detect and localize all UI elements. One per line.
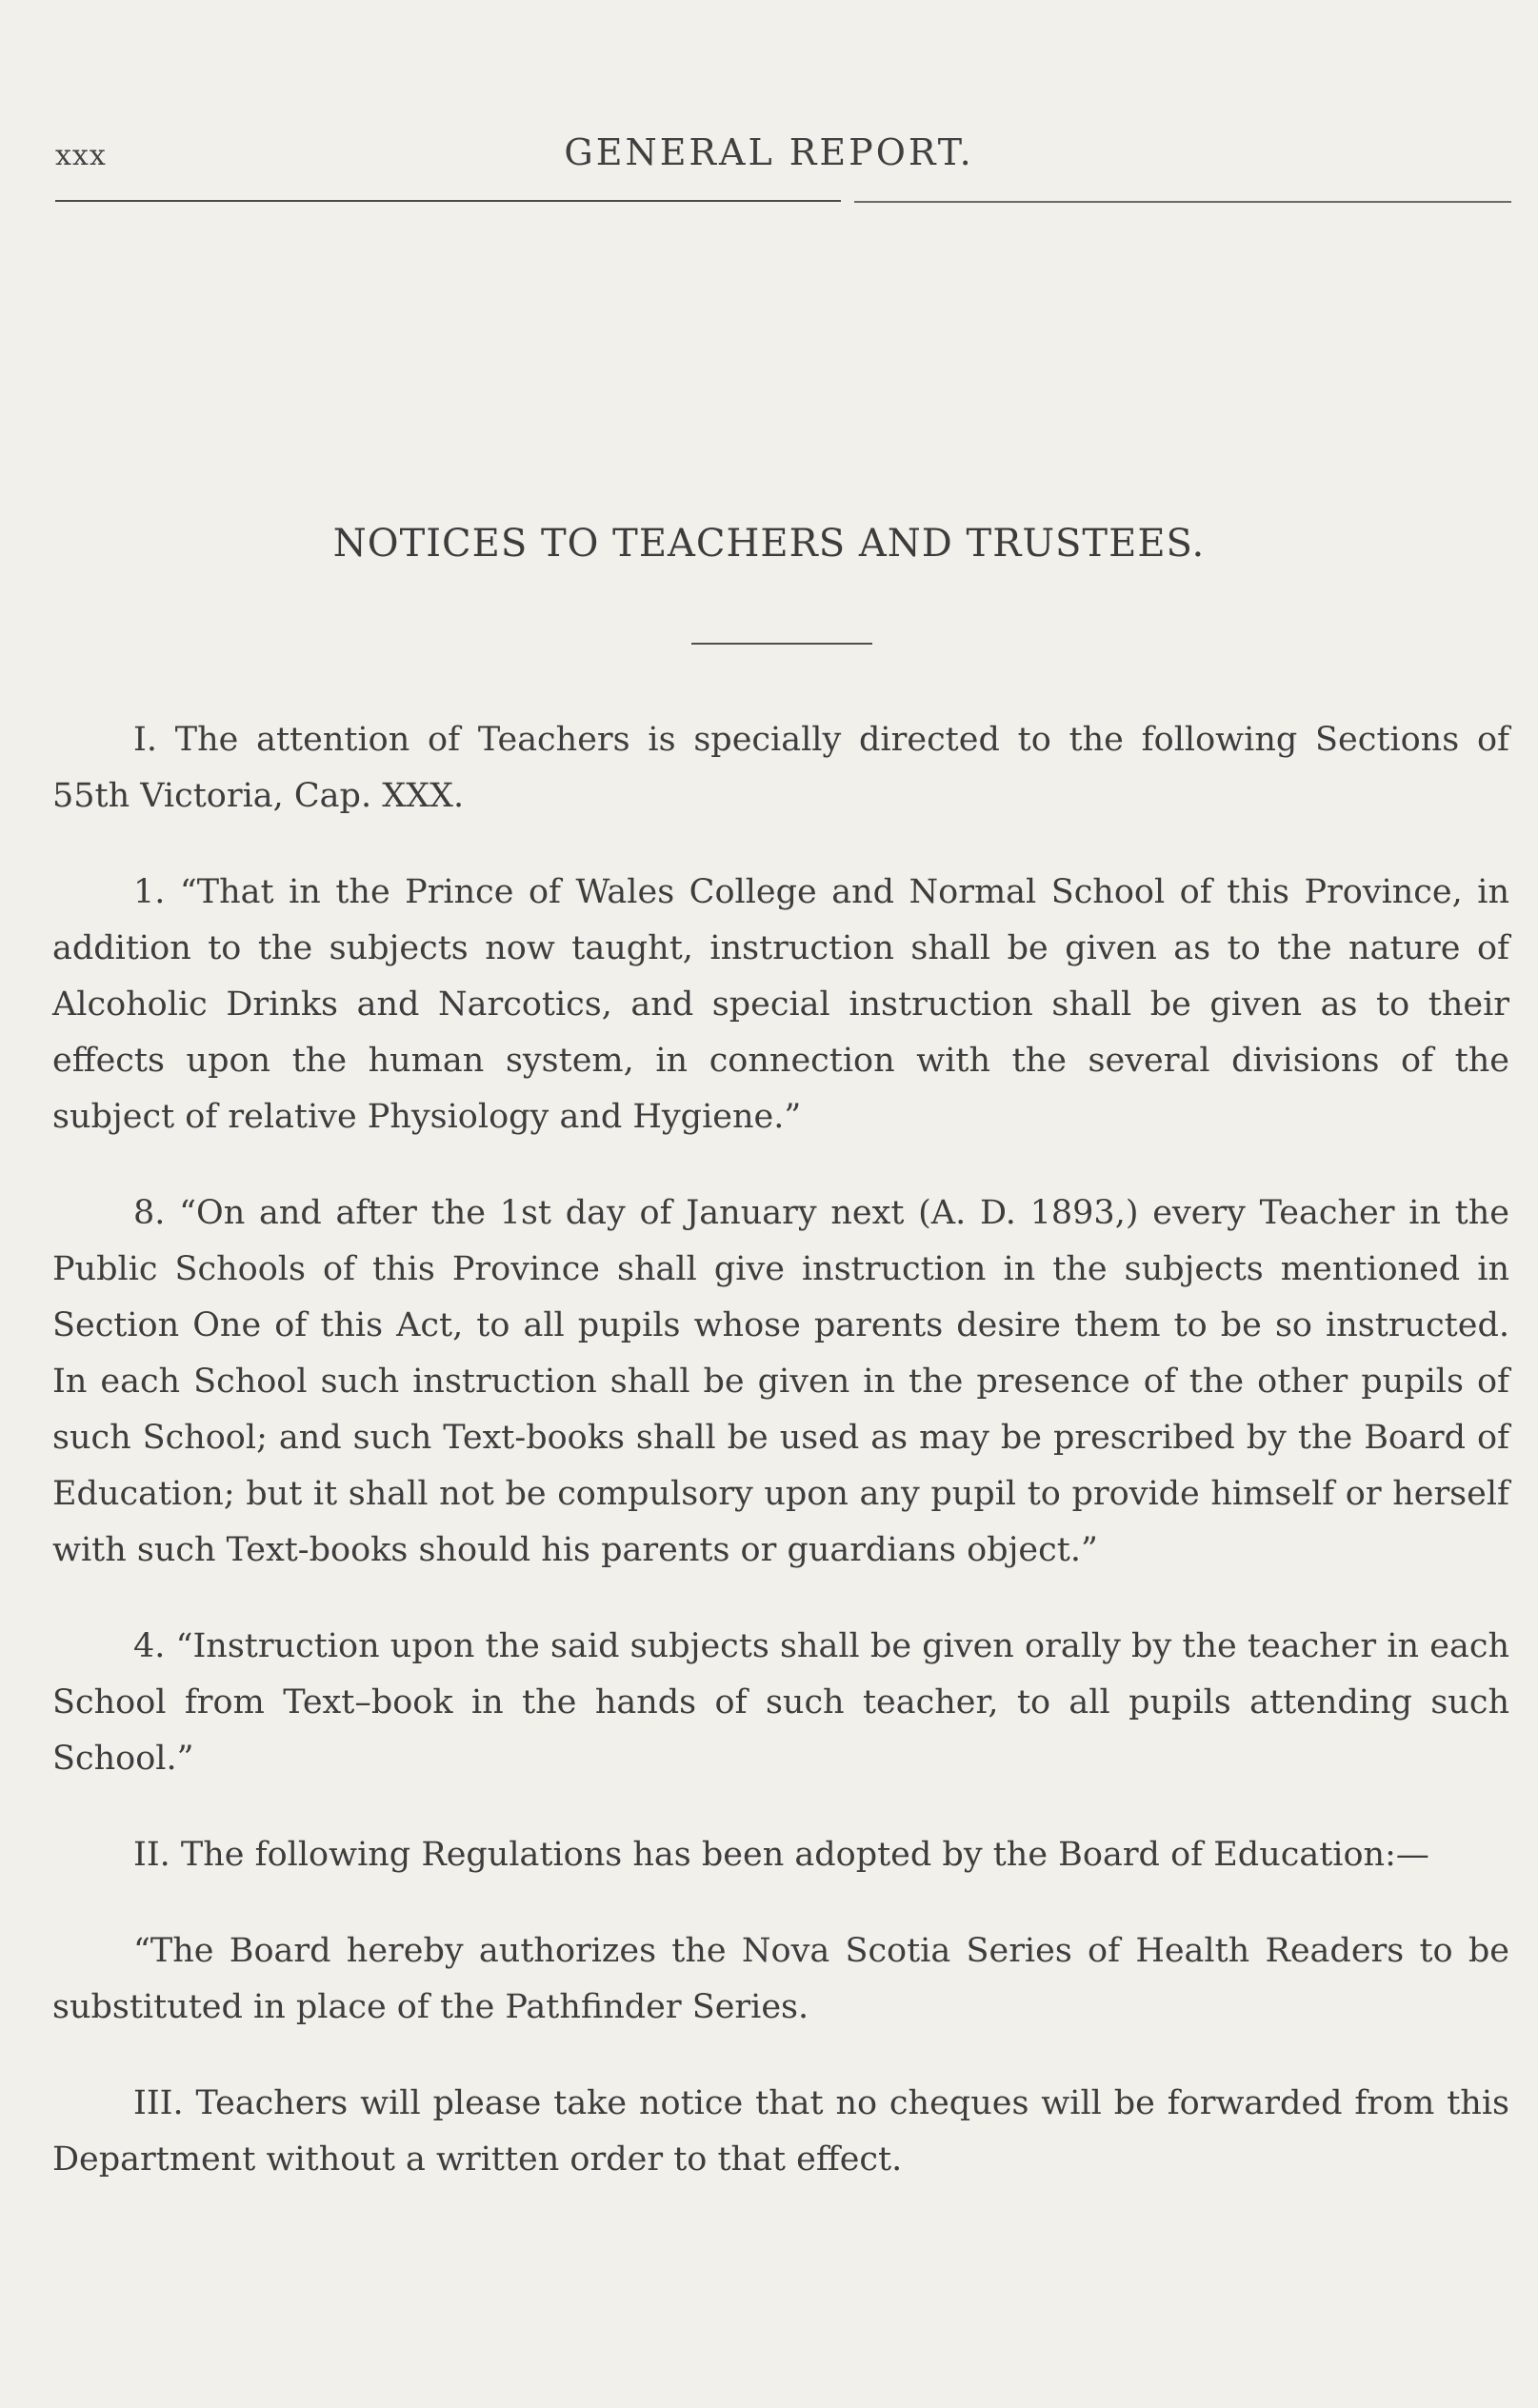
header-rule-right	[854, 201, 1511, 203]
paragraph-board-quote: “The Board hereby authorizes the Nova Scotia Series of Health Readers to be substituted in place of the Pathfinder Series.	[52, 1932, 1509, 2026]
running-title: GENERAL REPORT.	[564, 131, 974, 173]
body-text	[52, 712, 1509, 2228]
running-header	[0, 131, 1538, 179]
paragraph-notice-1: I. The attention of Teachers is specially directed to the following Sections of 55th Victoria, Cap. XXX.	[52, 721, 1509, 815]
paragraph-section-1: 1. “That in the Prince of Wales College and Normal School of this Province, in addition to the subjects now taught, instruction shall be given as to the nature of Alcoholic Drinks and Narcotics, and special instruction shall be given as to their effects upon the human system, in connection with the several divisions of the subject of relative Physiology and Hygiene.”	[52, 873, 1509, 1136]
page-number: xxx	[55, 139, 107, 172]
paragraph-section-8: 8. “On and after the 1st day of January next (A. D. 1893,) every Teacher in the Public Schools of this Province shall give instruction in the subjects mentioned in Section One of this Act, to all pupils whose parents desire them to be so instructed. In each School such instruction shall be given in the presence of the other pupils of such School; and such Text-books shall be used as may be prescribed by the Board of Education; but it shall not be compulsory upon any pupil to provide himself or herself with such Text-books should his parents or guardians object.”	[52, 1194, 1509, 1569]
paragraph-notice-2: II. The following Regulations has been adopted by the Board of Education:—	[133, 1836, 1429, 1874]
section-title: NOTICES TO TEACHERS AND TRUSTEES.	[332, 522, 1206, 566]
title-underline	[691, 643, 872, 645]
header-rule-left	[55, 200, 841, 202]
paragraph-section-4: 4. “Instruction upon the said subjects shall be given orally by the teacher in each School from Text–book in the hands of such teacher, to all pupils attending such School.”	[52, 1627, 1509, 1778]
paragraph-notice-3: III. Teachers will please take notice that no cheques will be forwarded from this Department without a written order to that effect.	[52, 2084, 1509, 2179]
